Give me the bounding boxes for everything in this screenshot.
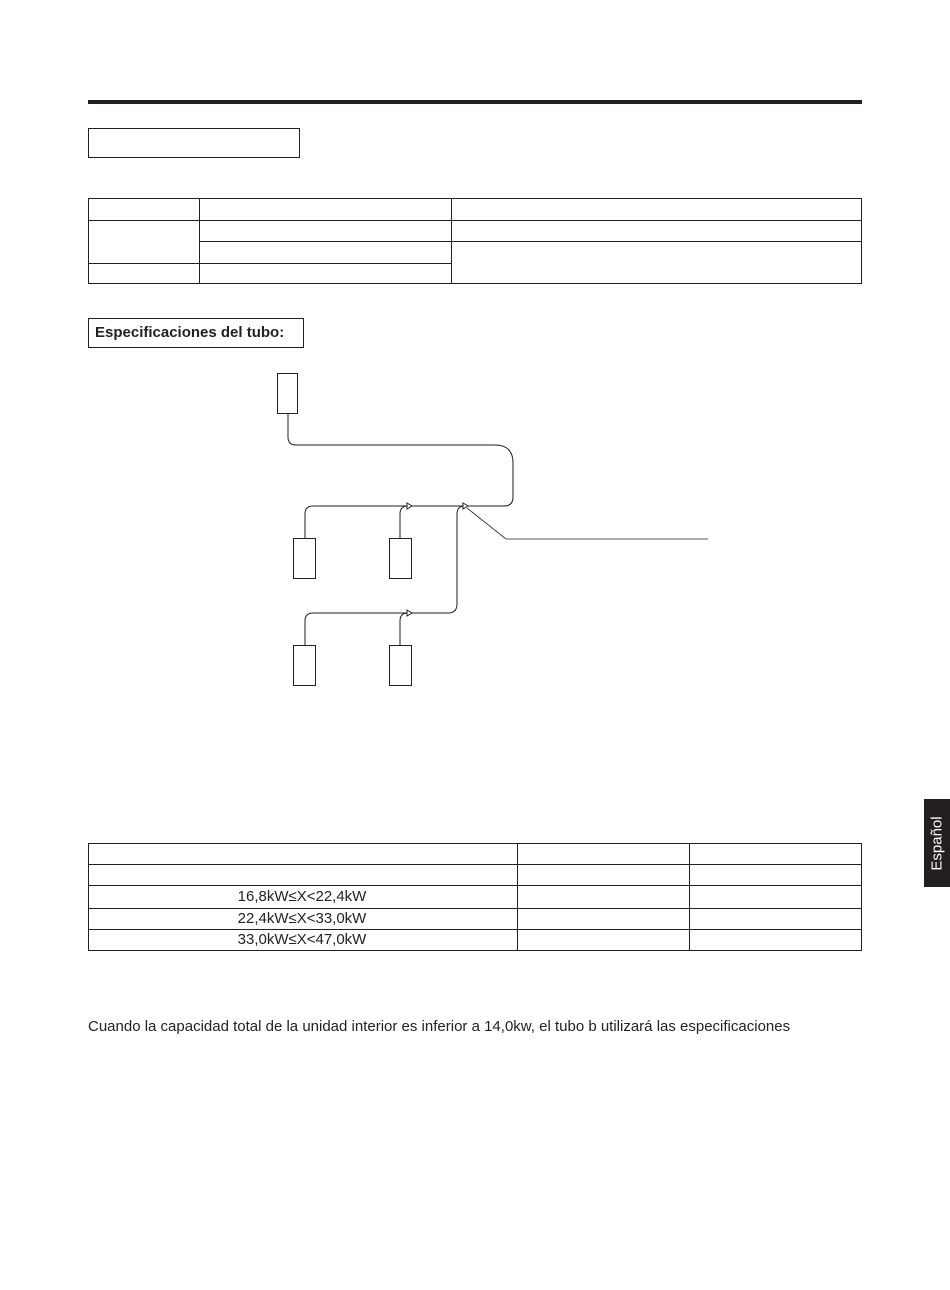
capacity-range-3: 22,4kW≤X<33,0kW — [237, 910, 367, 927]
indoor-unit-1 — [294, 539, 316, 579]
capacity-range-1 — [88, 866, 516, 886]
piping-diagram — [278, 374, 709, 686]
indoor-unit-3 — [294, 646, 316, 686]
language-tab-label: Español — [928, 815, 946, 871]
drop-1-2 — [400, 506, 408, 538]
branch-pipe-a — [305, 506, 465, 538]
spec-table-1 — [89, 199, 862, 284]
callout-leader — [467, 508, 708, 539]
branch-joint-3 — [407, 610, 412, 616]
indoor-unit-2 — [390, 539, 412, 579]
outdoor-unit — [278, 374, 298, 414]
language-tab — [924, 799, 950, 887]
indoor-unit-4 — [390, 646, 412, 686]
capacity-range-4: 33,0kW≤X<47,0kW — [237, 931, 367, 948]
note-paragraph: Cuando la capacidad total de la unidad interior es inferior a 14,0kw, el tubo b utilizará las especificaciones — [88, 1018, 791, 1035]
branch-joint-1 — [407, 503, 412, 509]
pipe-spec-label: Especificaciones del tubo: — [88, 318, 304, 348]
capacity-range-2: 16,8kW≤X<22,4kW — [237, 888, 367, 905]
drop-2-2 — [400, 613, 408, 645]
branch-pipe-b — [305, 506, 465, 645]
main-pipe — [288, 414, 513, 506]
